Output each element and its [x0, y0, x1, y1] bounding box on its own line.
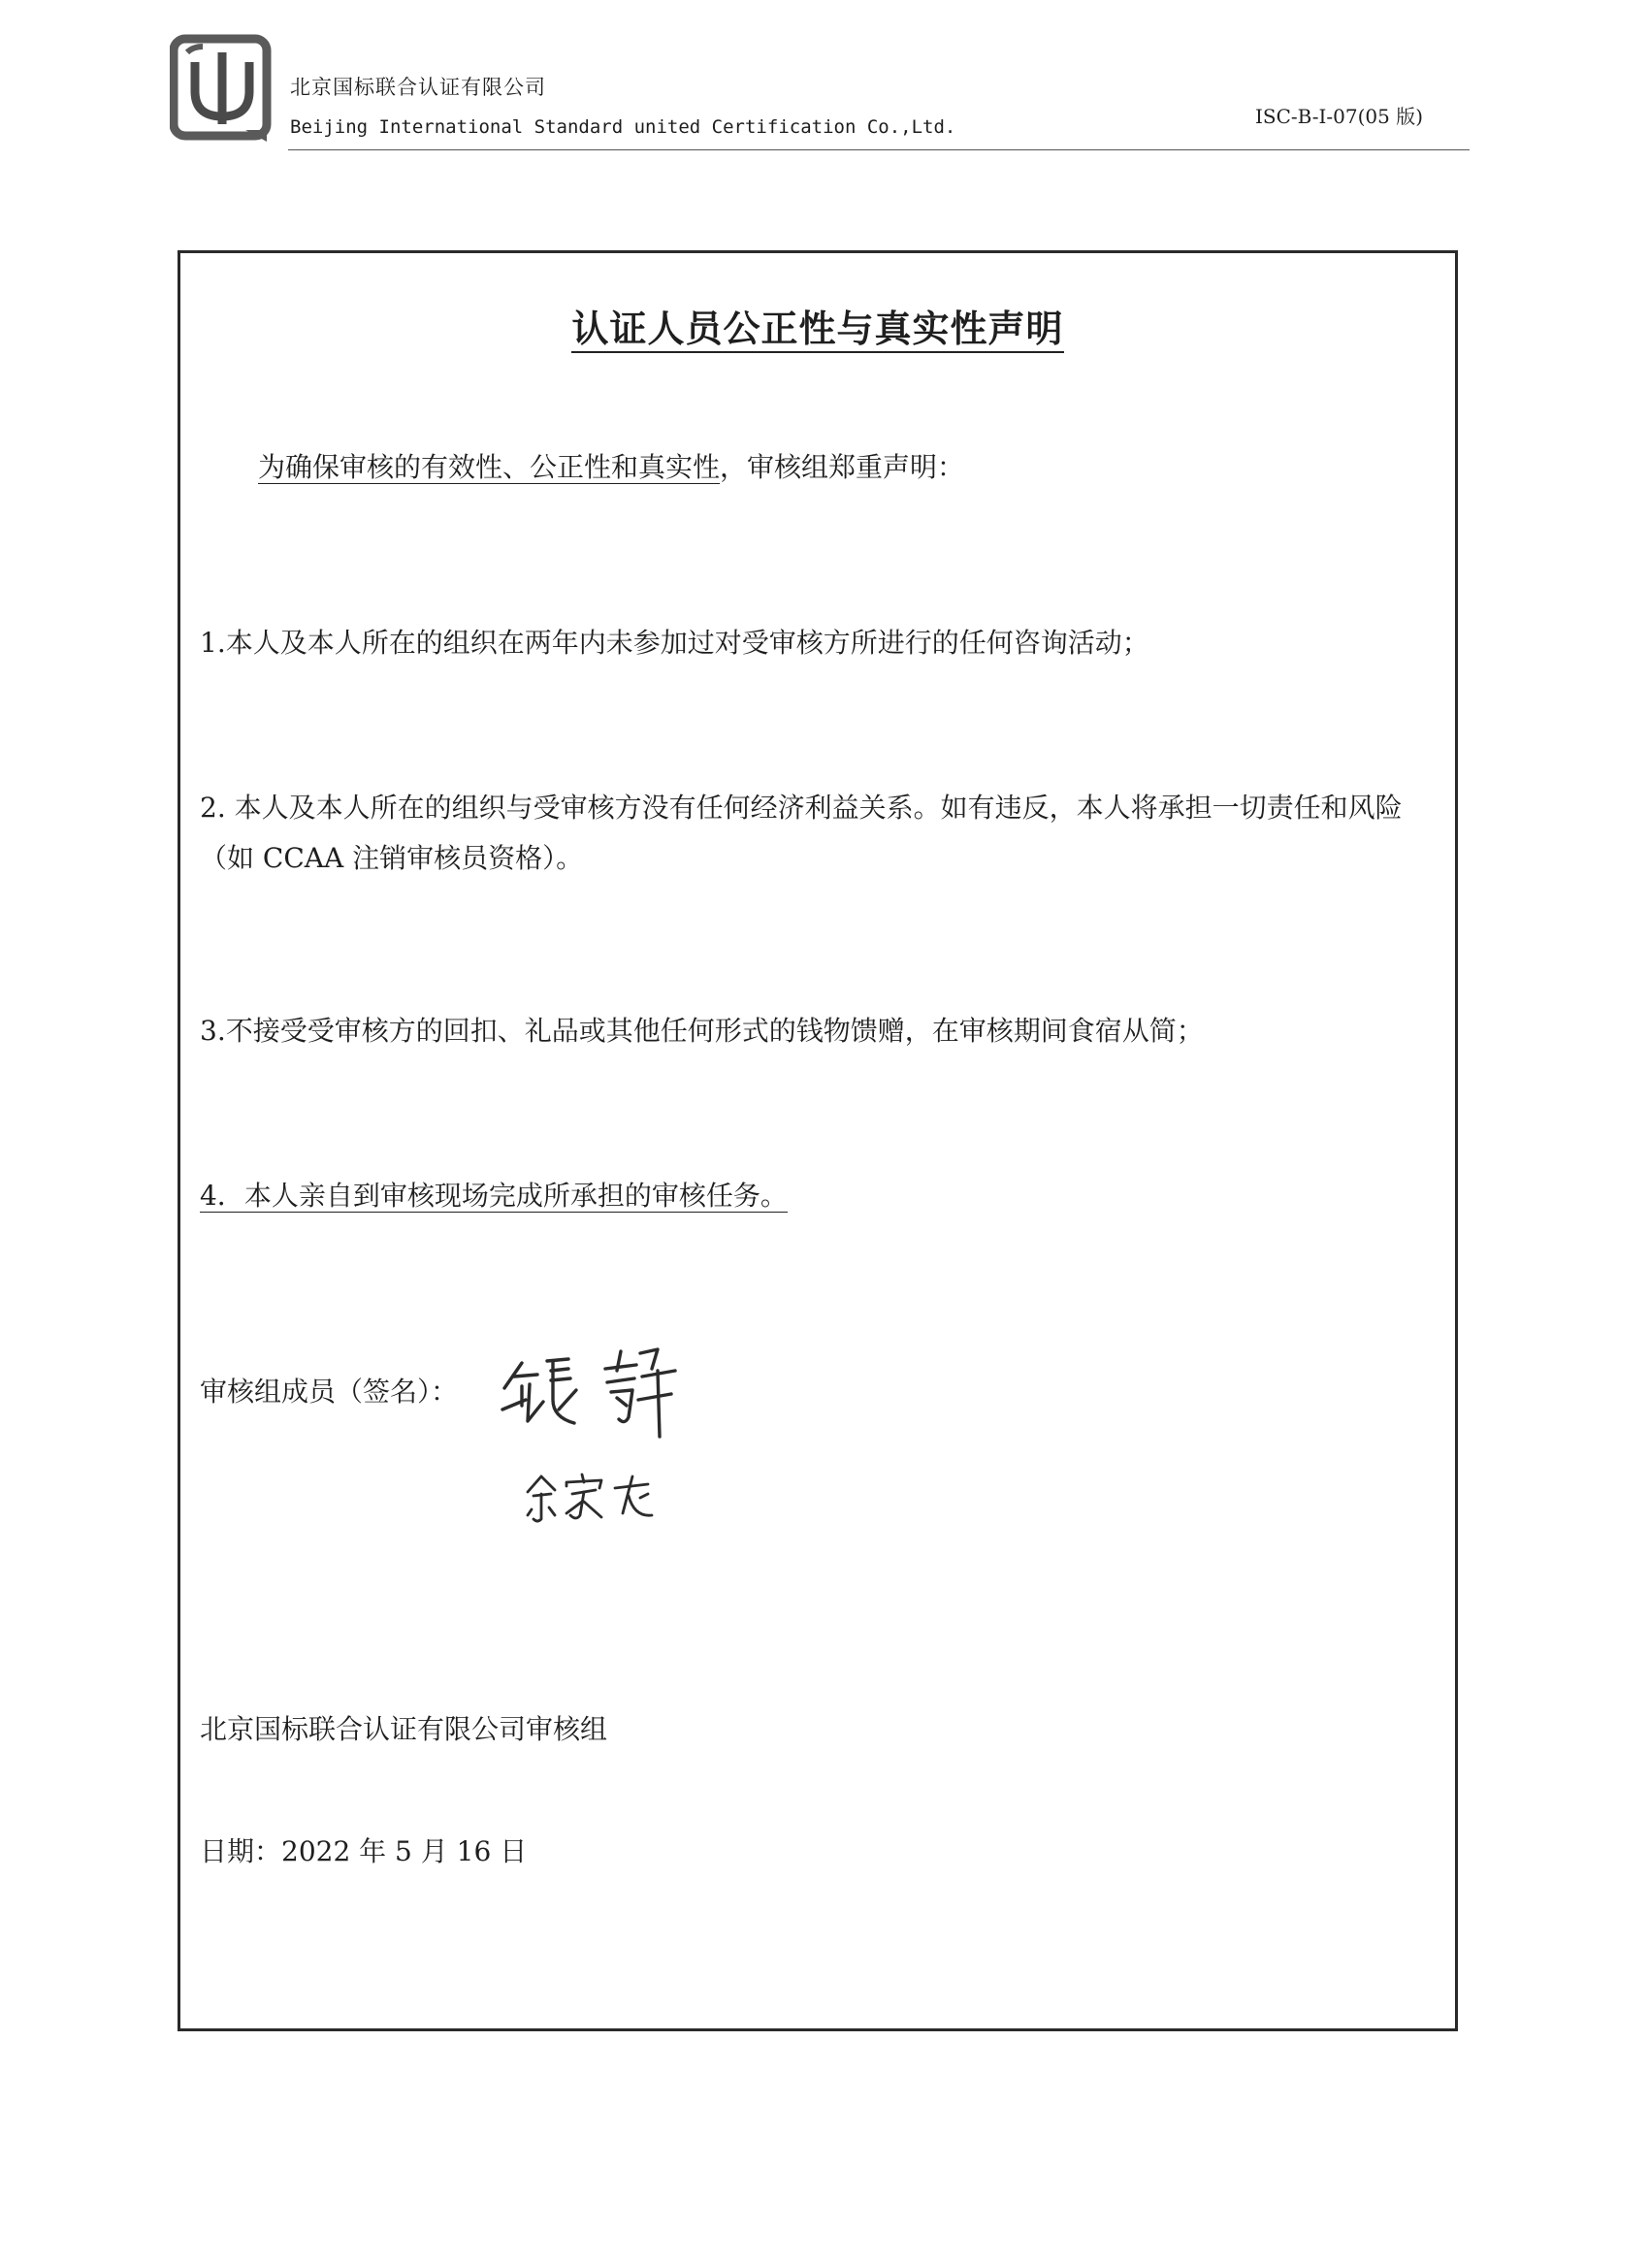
- signature-label: 审核组成员（签名）：: [200, 1376, 459, 1408]
- isc-logo-icon: [170, 33, 275, 144]
- handwritten-signature-1: [493, 1342, 687, 1448]
- declaration-item-2: 2. 本人及本人所在的组织与受审核方没有任何经济利益关系。如有违反，本人将承担一切责任和风险（如 CCAA 注销审核员资格）。: [200, 792, 1403, 874]
- declaration-item-3: 3.不接受受审核方的回扣、礼品或其他任何形式的钱物馈赠，在审核期间食宿从简；: [200, 1015, 1204, 1047]
- intro-underlined-text: 为确保审核的有效性、公正性和真实性: [258, 451, 721, 483]
- intro-paragraph: [258, 442, 1438, 493]
- document-title: 认证人员公正性与真实性声明: [180, 299, 1455, 352]
- declaration-item-1: 1.本人及本人所在的组织在两年内未参加过对受审核方所进行的任何咨询活动；: [200, 627, 1149, 659]
- organization-name: 北京国标联合认证有限公司审核组: [200, 1713, 608, 1745]
- declaration-item-4: 4．本人亲自到审核现场完成所承担的审核任务。: [200, 1180, 788, 1212]
- company-name-cn: 北京国标联合认证有限公司: [290, 76, 546, 99]
- document-header: [170, 29, 1470, 160]
- declaration-box: [178, 250, 1458, 2031]
- company-name-en: Beijing International Standard united Certification Co.,Ltd.: [290, 116, 956, 138]
- header-divider: [288, 149, 1470, 150]
- handwritten-signature-2: [522, 1471, 658, 1527]
- form-code: ISC-B-I-07(05 版): [1254, 105, 1423, 128]
- document-date: 日期：2022 年 5 月 16 日: [200, 1835, 528, 1867]
- intro-rest-text: ，审核组郑重声明：: [720, 451, 965, 483]
